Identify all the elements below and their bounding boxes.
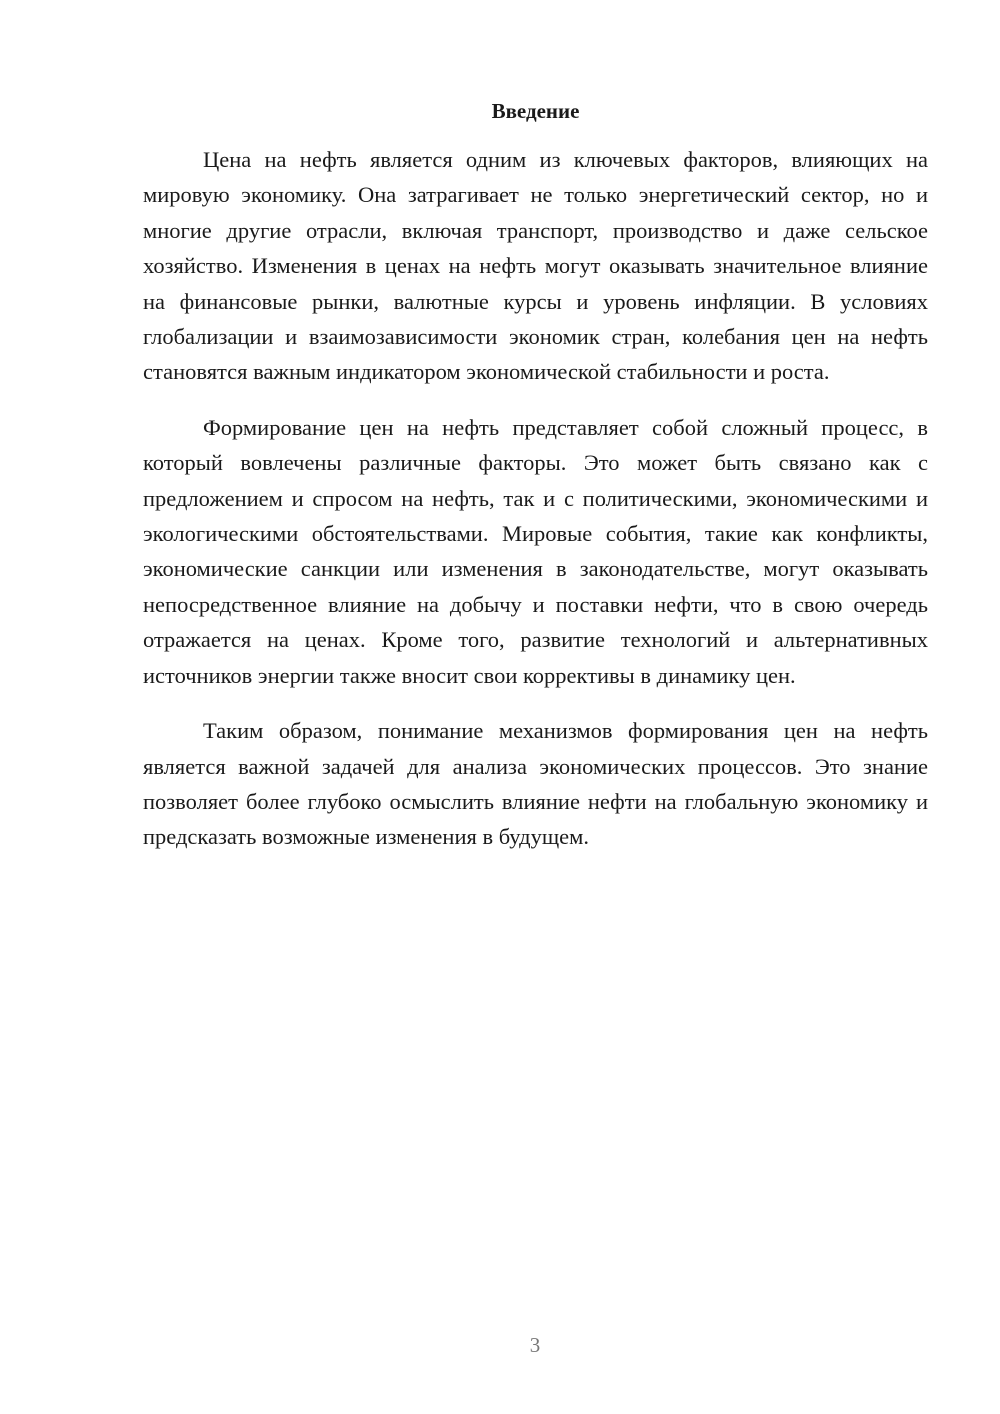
paragraph-3: Таким образом, понимание механизмов формирования цен на нефть является важной задачей для анализа экономических процессов. Это знание позволяет более глубоко осмыслить влияние нефти на глобальную экономику и предсказать возможные изменения в будущем. (143, 718, 928, 850)
paragraph-2: Формирование цен на нефть представляет собой сложный процесс, в который вовлечены различные факторы. Это может быть связано как с предложением и спросом на нефть, так и с политическими, экономическими и экологическими обстоятельствами. Мировые события, такие как конфликты, экономические санкции или изменения в законодательстве, могут оказывать непосредственное влияние на добычу и поставки нефти, что в свою очередь отражается на ценах. Кроме того, развитие технологий и альтернативных источников энергии также вносит свои коррективы в динамику цен. (143, 414, 928, 688)
paragraph-1: Цена на нефть является одним из ключевых факторов, влияющих на мировую экономику. Она затрагивает не только энергетический сектор, но и многие другие отрасли, включая транспорт, производство и даже сельское хозяйство. Изменения в ценах на нефть могут оказывать значительное влияние на финансовые рынки, валютные курсы и уровень инфляции. В условиях глобализации и взаимозависимости экономик стран, колебания цен на нефть становятся важным индикатором экономической стабильности и роста. (143, 147, 928, 385)
page-number: 3 (529, 1333, 541, 1357)
body-text (143, 142, 928, 875)
page-title: Введение (491, 99, 580, 123)
